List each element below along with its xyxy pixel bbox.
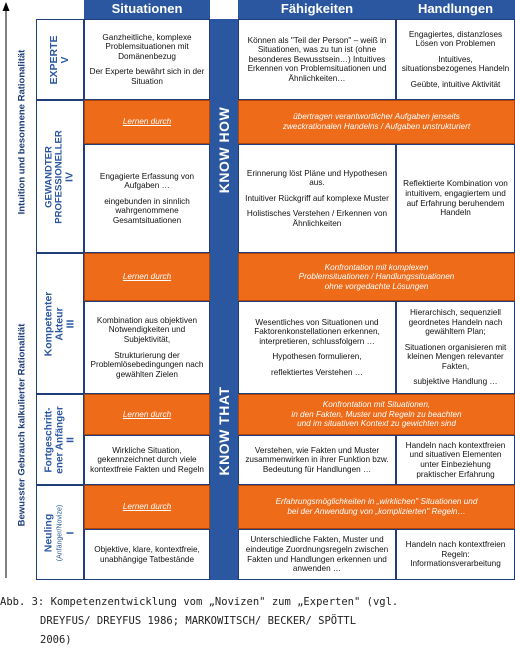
- cell-fortgeschritten-situationen: Wirkliche Situation, gekennzeichnet durch viele kontextfreie Fakten und Regeln: [84, 435, 210, 485]
- side-label-intuitive: Intuition und besonnene Rationalität: [16, 49, 28, 215]
- transition-4-text: Erfahrungsmöglichkeiten in „wirklichen" Situationen und bei der Anwendung von „komplizierten" Regeln…: [238, 485, 515, 529]
- level-kompetenter-num: III: [64, 319, 77, 328]
- level-neuling-num: I: [64, 531, 77, 534]
- transition-2-lernen: Lernen durch: [84, 253, 210, 301]
- header-handlungen: Handlungen: [396, 0, 515, 19]
- know-that-label: KNOW THAT: [216, 386, 232, 475]
- level-fortgeschritten-num: II: [64, 436, 77, 443]
- level-neuling-name: Neuling: [42, 513, 55, 552]
- header-situationen: Situationen: [84, 0, 210, 19]
- level-experte-name: EXPERTE: [48, 34, 60, 85]
- side-label-conscious: Bewusster Gebrauch kalkulierter Rationalität: [16, 323, 28, 527]
- level-neuling: [36, 485, 84, 580]
- level-gewandter-num: IV: [63, 171, 76, 182]
- transition-1-lernen: Lernen durch: [84, 100, 210, 144]
- transition-2-text: Konfrontation mit komplexen Problemsituationen / Handlungssituationen ohne vorgedachte Lösungen: [238, 253, 515, 301]
- know-how-label: KNOW HOW: [216, 106, 232, 194]
- transition-4-lernen: Lernen durch: [84, 485, 210, 529]
- know-how-bar: [210, 19, 238, 281]
- caption-line-2: DREYFUS/ DREYFUS 1986; MARKOWITSCH/ BECKER/ SPÖTTL: [40, 615, 357, 627]
- level-fortgeschritten: Fortgeschritt- ener Anfänger II: [36, 394, 84, 485]
- transition-1-text: übertragen verantwortlicher Aufgaben jenseits zweckrationalen Handelns / Aufgaben unstrukturiert: [238, 100, 515, 144]
- caption-line-1: Abb. 3: Kompetenzentwicklung vom „Novizen" zum „Experten" (vgl.: [0, 596, 399, 608]
- transition-3-text: Konfrontation mit Situationen, in den Fakten, Muster und Regeln zu beachten und im situativen Kontext zu gewichten sind: [238, 394, 515, 435]
- header-faehigkeiten: Fähigkeiten: [238, 0, 396, 19]
- cell-fortgeschritten-handlungen: Handeln nach kontextfreien und situativen Elementen unter Einbeziehung praktischer Erfahrung: [396, 435, 515, 485]
- cell-gewandter-situationen: Engagierte Erfassung von Aufgaben … eingebunden in sinnlich wahrgenommene Gesamtsituationen: [84, 144, 210, 253]
- cell-experte-faehigkeiten: Können als "Teil der Person" – weiß in Situationen, was zu tun ist (ohne besonderes Bewusstsein…) Intuitives Erkennen von Problemsituationen und Ähnlichkeiten…: [238, 19, 396, 100]
- cell-gewandter-faehigkeiten: Erinnerung löst Pläne und Hypothesen aus. Intuitiver Rückgriff auf komplexe Muster Holistisches Verstehen / Erkennen von Ähnlichkeiten: [238, 144, 396, 253]
- caption-line-3: 2006): [40, 634, 72, 646]
- cell-gewandter-handlungen: Reflektierte Kombination von intuitivem, engagiertem und auf Erfahrung beruhendem Handeln: [396, 144, 515, 253]
- know-that-bar: [210, 281, 238, 580]
- level-experte: [36, 19, 84, 100]
- figure-caption: [0, 593, 515, 650]
- cell-neuling-situationen: Objektive, klare, kontextfreie, unabhängige Tatbestände: [84, 529, 210, 580]
- cell-neuling-handlungen: Handeln nach kontextfreien Regeln: Informationsverarbeitung: [396, 529, 515, 580]
- cell-kompetenter-handlungen: Hierarchisch, sequenziell geordnetes Handeln nach gewähltem Plan; Situationen organisieren mit kleinen Mengen relevanter Fakten, subjektive Handlung …: [396, 301, 515, 394]
- cell-experte-situationen: Ganzheitliche, komplexe Problemsituationen mit Domänenbezug Der Experte bewährt sich in der Situation: [84, 19, 210, 100]
- cell-experte-handlungen: Engagiertes, distanzloses Lösen von Problemen Intuitives, situationsbezogenes Handeln Geübte, intuitive Aktivität: [396, 19, 515, 100]
- level-gewandter: GEWANDTER PROFESSIONELLER IV: [36, 100, 84, 253]
- progression-arrow-icon: [0, 0, 14, 580]
- level-neuling-sub: (Anfänger/Novize): [56, 504, 64, 561]
- level-experte-num: V: [59, 55, 71, 64]
- cell-kompetenter-faehigkeiten: Wesentliches von Situationen und Faktorenkonstellationen erkennen, interpretieren, schlussfolgern … Hypothesen formulieren, reflektiertes Verstehen …: [238, 301, 396, 394]
- cell-fortgeschritten-faehigkeiten: Verstehen, wie Fakten und Muster zusammenwirken in ihrer Funktion bzw. Bedeutung für Handlungen …: [238, 435, 396, 485]
- cell-neuling-faehigkeiten: Unterschiedliche Fakten, Muster und eindeutige Zuordnungsregeln zwischen Fakten und Handlungen erkennen und anwenden …: [238, 529, 396, 580]
- cell-kompetenter-situationen: Kombination aus objektiven Notwendigkeiten und Subjektivität, Strukturierung der Problemlösebedingungen nach gewählten Zielen: [84, 301, 210, 394]
- transition-3-lernen: Lernen durch: [84, 394, 210, 435]
- level-kompetenter: Kompetenter Akteur III: [36, 253, 84, 394]
